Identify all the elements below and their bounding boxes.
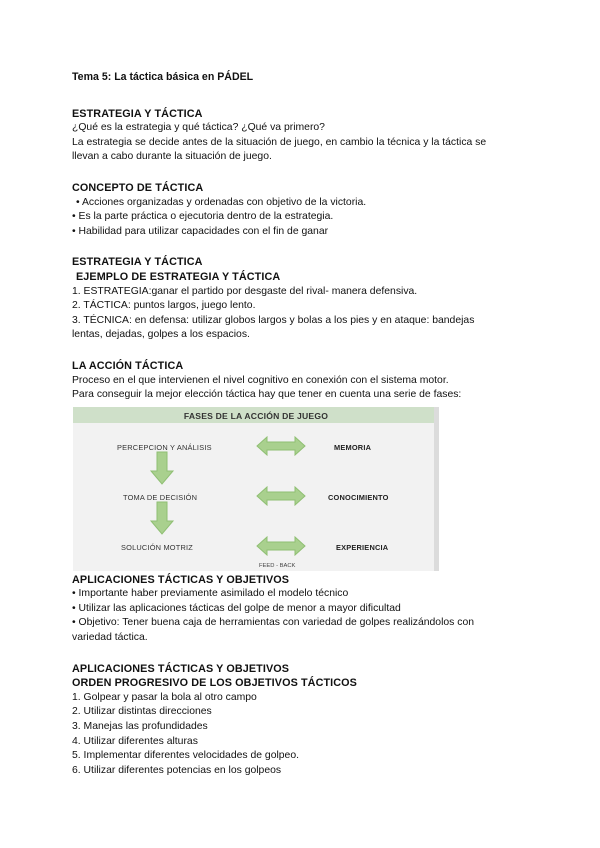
section-estrategia-tactica — [72, 107, 532, 165]
concept-memory: MEMORIA — [334, 442, 372, 452]
section-heading: ESTRATEGIA Y TÁCTICA — [72, 256, 203, 269]
diagram-edge — [434, 407, 439, 571]
list-item: • Acciones organizadas y ordenadas con objetivo de la victoria. — [76, 196, 367, 208]
list-item: • Importante haber previamente asimilado el modelo técnico — [72, 588, 349, 600]
section-orden-progresivo — [72, 662, 532, 779]
document-page — [72, 70, 532, 778]
list-item: • Utilizar las aplicaciones tácticas del golpe de menor a mayor dificultad — [72, 602, 401, 614]
concept-experience: EXPERIENCIA — [336, 542, 389, 552]
list-item: • Es la parte práctica o ejecutoria dentro de la estrategia. — [72, 211, 334, 223]
list-item: • Habilidad para utilizar capacidades con el fin de ganar — [72, 225, 329, 237]
section-accion-tactica — [72, 359, 532, 571]
paragraph-line: La estrategia se decide antes de la situación de juego, en cambio la técnica y la táctica se — [72, 136, 487, 148]
double-arrow-icon — [256, 536, 306, 556]
section-heading: LA ACCIÓN TÁCTICA — [72, 359, 184, 372]
paragraph-line: Para conseguir la mejor elección táctica hay que tener en cuenta una serie de fases: — [72, 389, 462, 401]
list-item: 1. Golpear y pasar la bola al otro campo — [72, 691, 257, 703]
list-item: 6. Utilizar diferentes potencias en los golpeos — [72, 764, 282, 776]
section-heading: ESTRATEGIA Y TÁCTICA — [72, 107, 203, 120]
section-ejemplo — [72, 255, 532, 343]
paragraph-line: ¿Qué es la estrategia y qué táctica? ¿Qué va primero? — [72, 122, 325, 134]
feedback-label: FEED - BACK — [259, 562, 296, 569]
list-item: 2. Utilizar distintas direcciones — [72, 706, 212, 718]
diagram-title: FASES DE LA ACCIÓN DE JUEGO — [183, 410, 329, 421]
phases-diagram — [73, 407, 439, 571]
down-arrow-icon — [149, 501, 175, 535]
section-subheading: EJEMPLO DE ESTRATEGIA Y TÁCTICA — [76, 270, 281, 283]
section-aplicaciones — [72, 573, 532, 646]
list-item: lentas, dejadas, golpes a los espacios. — [72, 329, 250, 341]
list-item: 4. Utilizar diferentes alturas — [72, 735, 198, 747]
list-item: variedad táctica. — [72, 632, 148, 644]
section-heading: CONCEPTO DE TÁCTICA — [72, 181, 204, 194]
paragraph-line: Proceso en el que intervienen el nivel cognitivo en conexión con el sistema motor. — [72, 374, 449, 386]
section-heading: APLICACIONES TÁCTICAS Y OBJETIVOS — [72, 662, 290, 675]
concept-knowledge: CONOCIMIENTO — [328, 492, 389, 502]
document-title: Tema 5: La táctica básica en PÁDEL — [72, 71, 254, 83]
section-subheading: ORDEN PROGRESIVO DE LOS OBJETIVOS TÁCTICOS — [72, 677, 357, 690]
list-item: 1. ESTRATEGIA:ganar el partido por desgaste del rival- manera defensiva. — [72, 285, 418, 297]
section-concepto-tactica — [72, 181, 532, 239]
section-heading: APLICACIONES TÁCTICAS Y OBJETIVOS — [72, 573, 290, 586]
paragraph-line: llevan a cabo durante la situación de juego. — [72, 151, 272, 163]
list-item: 3. TÉCNICA: en defensa: utilizar globos largos y bolas a los pies y en ataque: bandejas — [72, 314, 475, 326]
list-item: • Objetivo: Tener buena caja de herramientas con variedad de golpes realizándolos con — [72, 617, 475, 629]
list-item: 3. Manejas las profundidades — [72, 721, 208, 733]
double-arrow-icon — [256, 436, 306, 456]
list-item: 2. TÁCTICA: puntos largos, juego lento. — [72, 300, 256, 312]
down-arrow-icon — [149, 451, 175, 485]
list-item: 5. Implementar diferentes velocidades de golpeo. — [72, 750, 300, 762]
phase-motor-solution: SOLUCIÓN MOTRIZ — [121, 542, 193, 552]
phase-decision: TOMA DE DECISIÓN — [123, 492, 198, 502]
phase-perception: PERCEPCION Y ANÁLISIS — [117, 442, 212, 452]
double-arrow-icon — [256, 486, 306, 506]
